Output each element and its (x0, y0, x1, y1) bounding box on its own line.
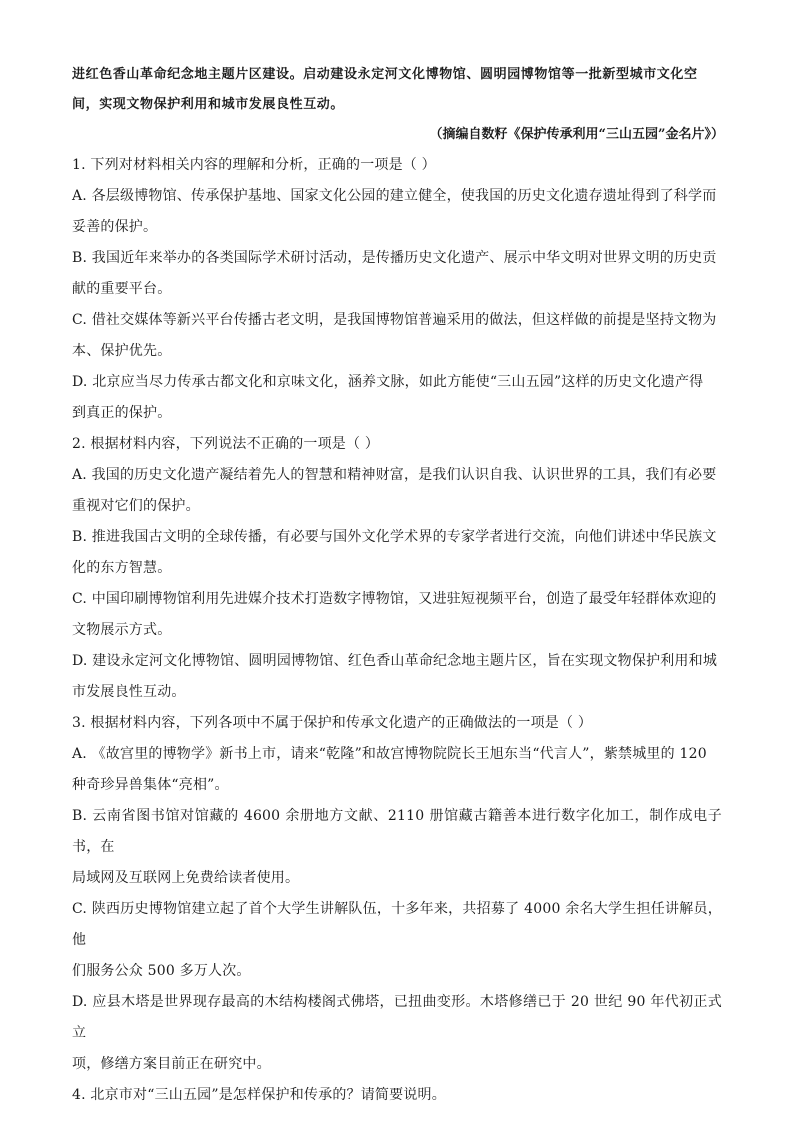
option-a-cont: 妥善的保护。 (72, 219, 158, 235)
option-a: A. 《故宫里的博物学》新书上市，请来“乾隆”和故宫博物院院长王旭东当“代言人”，紫禁城里的 120 (72, 746, 707, 762)
question-stem: 2. 根据材料内容，下列说法不正确的一项是（ ） (72, 436, 380, 452)
material-excerpt (72, 60, 722, 150)
option-c-cont: 本、保护优先。 (72, 343, 172, 359)
option-c-cont: 文物展示方式。 (72, 622, 172, 638)
option-b-cont: 献的重要平台。 (72, 281, 172, 297)
question-1 (72, 150, 722, 429)
question-stem: 1. 下列对材料相关内容的理解和分析，正确的一项是（ ） (72, 157, 436, 173)
option-d: D. 建设永定河文化博物馆、圆明园博物馆、红色香山革命纪念地主题片区，旨在实现文物保护利用和城 (72, 653, 718, 669)
option-b: B. 我国近年来举办的各类国际学术研讨活动，是传播历史文化遗产、展示中华文明对世界文明的历史贡 (72, 250, 717, 266)
question-3 (72, 708, 722, 1080)
option-d: D. 应县木塔是世界现存最高的木结构楼阁式佛塔，已扭曲变形。木塔修缮已于 20 世纪 90 年代初正式立 (72, 994, 722, 1041)
option-c: C. 借社交媒体等新兴平台传播古老文明，是我国博物馆普遍采用的做法，但这样做的前提是坚持文物为 (72, 312, 717, 328)
question-stem: 4. 北京市对“三山五园”是怎样保护和传承的？请简要说明。 (72, 1087, 446, 1103)
option-a: A. 各层级博物馆、传承保护基地、国家文化公园的建立健全，使我国的历史文化遗存遗址得到了科学而 (72, 188, 717, 204)
option-b-cont: 化的东方智慧。 (72, 560, 172, 576)
question-4 (72, 1080, 722, 1111)
question-stem: 3. 根据材料内容，下列各项中不属于保护和传承文化遗产的正确做法的一项是（ ） (72, 715, 593, 731)
option-c: C. 中国印刷博物馆利用先进媒介技术打造数字博物馆，又进驻短视频平台，创造了最受年轻群体欢迎的 (72, 591, 717, 607)
option-b: B. 推进我国古文明的全球传播，有必要与国外文化学术界的专家学者进行交流，向他们讲述中华民族文 (72, 529, 717, 545)
option-c-cont: 们服务公众 500 多万人次。 (72, 963, 251, 979)
document-body (72, 60, 722, 1111)
excerpt-line: 间，实现文物保护利用和城市发展良性互动。 (72, 97, 345, 112)
option-d-cont: 项，修缮方案目前正在研究中。 (72, 1056, 271, 1072)
option-b: B. 云南省图书馆对馆藏的 4600 余册地方文献、2110 册馆藏古籍善本进行数字化加工，制作成电子书，在 (72, 808, 722, 855)
option-a-cont: 重视对它们的保护。 (72, 498, 200, 514)
option-c: C. 陕西历史博物馆建立起了首个大学生讲解队伍，十多年来，共招募了 4000 余名大学生担任讲解员，他 (72, 901, 722, 948)
excerpt-source: （摘编自数籽《保护传承利用“三山五园”金名片》） (429, 127, 724, 142)
question-2 (72, 429, 722, 708)
option-d: D. 北京应当尽力传承古都文化和京味文化，涵养文脉，如此方能使“三山五园”这样的历史文化遗产得 (72, 374, 704, 390)
option-d-cont: 到真正的保护。 (72, 405, 172, 421)
option-a-cont: 种奇珍异兽集体“亮相”。 (72, 777, 229, 793)
option-d-cont: 市发展良性互动。 (72, 684, 186, 700)
option-a: A. 我国的历史文化遗产凝结着先人的智慧和精神财富，是我们认识自我、认识世界的工具，我们有必要 (72, 467, 717, 483)
excerpt-line: 进红色香山革命纪念地主题片区建设。启动建设永定河文化博物馆、圆明园博物馆等一批新型城市文化空 (72, 67, 698, 82)
option-b-cont: 局域网及互联网上免费给读者使用。 (72, 870, 300, 886)
